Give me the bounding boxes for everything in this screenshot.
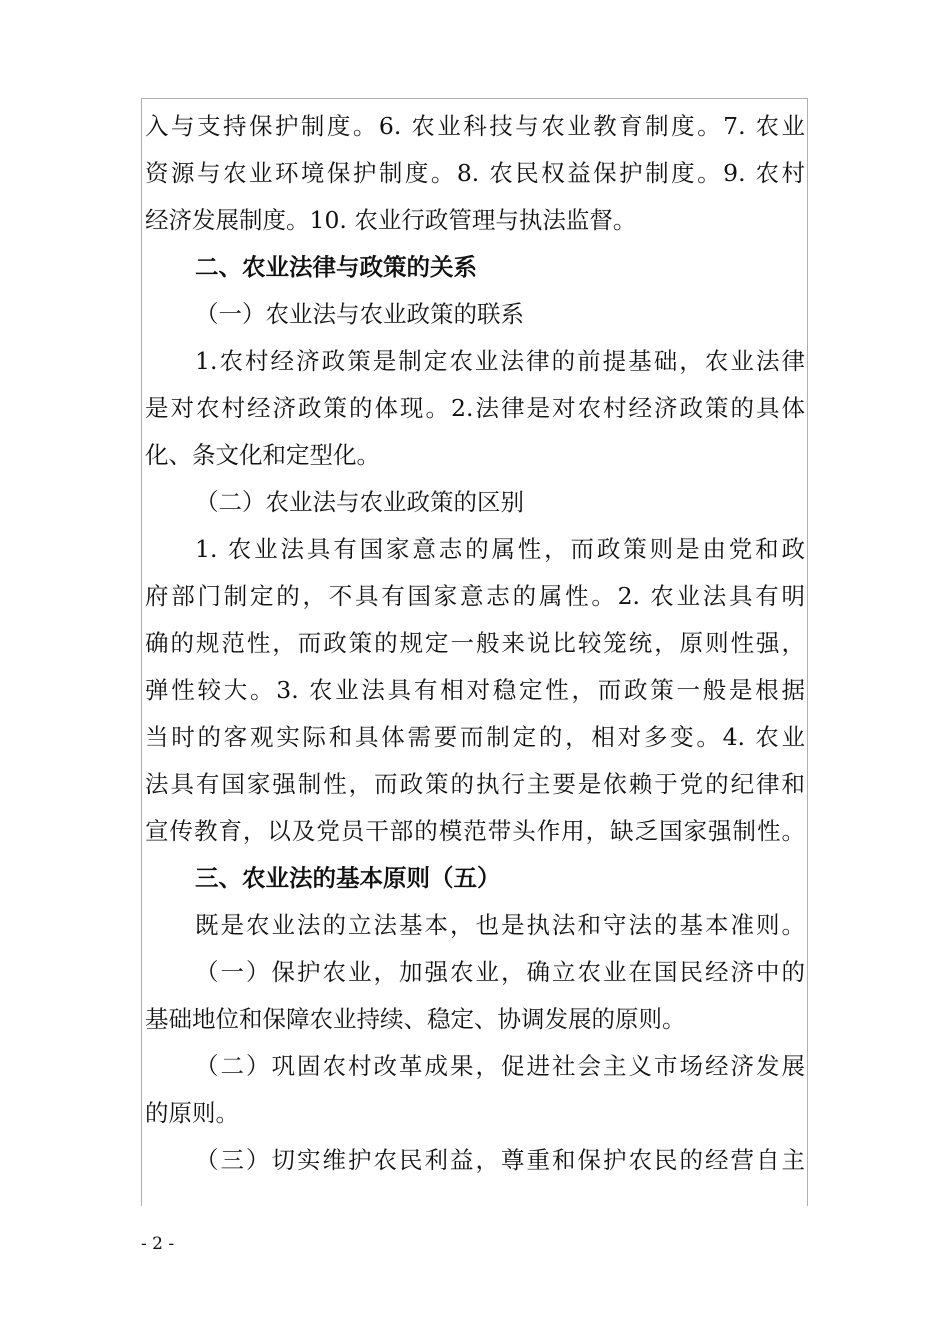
- subsection-heading: （二）农业法与农业政策的区别: [195, 488, 524, 516]
- text-line: 的原则。: [145, 1099, 239, 1127]
- text-line: （二）巩固农村改革成果，促进社会主义市场经济发展: [195, 1052, 805, 1080]
- text-line: 资源与农业环境保护制度。8. 农民权益保护制度。9. 农村: [145, 159, 805, 187]
- text-line: 确的规范性，而政策的规定一般来说比较笼统，原则性强，: [145, 629, 805, 657]
- subsection-heading: （一）农业法与农业政策的联系: [195, 300, 524, 328]
- section-heading: 二、农业法律与政策的关系: [195, 253, 477, 281]
- text-line: 当时的客观实际和具体需要而制定的，相对多变。4. 农业: [145, 723, 805, 751]
- text-line: （三）切实维护农民利益，尊重和保护农民的经营自主: [195, 1146, 805, 1174]
- text-line: 入与支持保护制度。6. 农业科技与农业教育制度。7. 农业: [145, 112, 805, 140]
- text-line: 基础地位和保障农业持续、稳定、协调发展的原则。: [145, 1005, 686, 1033]
- text-line: 府部门制定的，不具有国家意志的属性。2. 农业法具有明: [145, 582, 805, 610]
- text-line: 是对农村经济政策的体现。2.法律是对农村经济政策的具体: [145, 394, 805, 422]
- text-line: 1. 农业法具有国家意志的属性，而政策则是由党和政: [195, 535, 805, 563]
- text-line: 宣传教育，以及党员干部的模范带头作用，缺乏国家强制性。: [145, 817, 805, 845]
- text-line: 化、条文化和定型化。: [145, 441, 380, 469]
- page-number: - 2 -: [141, 1234, 175, 1254]
- text-line: （一）保护农业，加强农业，确立农业在国民经济中的: [195, 958, 805, 986]
- document-body: [145, 103, 805, 1184]
- text-line: 法具有国家强制性，而政策的执行主要是依赖于党的纪律和: [145, 770, 805, 798]
- text-line: 既是农业法的立法基本，也是执法和守法的基本准则。: [195, 911, 805, 939]
- text-line: 1.农村经济政策是制定农业法律的前提基础，农业法律: [195, 347, 805, 375]
- text-line: 经济发展制度。10. 农业行政管理与执法监督。: [145, 206, 637, 234]
- section-heading: 三、农业法的基本原则（五）: [195, 864, 501, 892]
- text-line: 弹性较大。3. 农业法具有相对稳定性，而政策一般是根据: [145, 676, 805, 704]
